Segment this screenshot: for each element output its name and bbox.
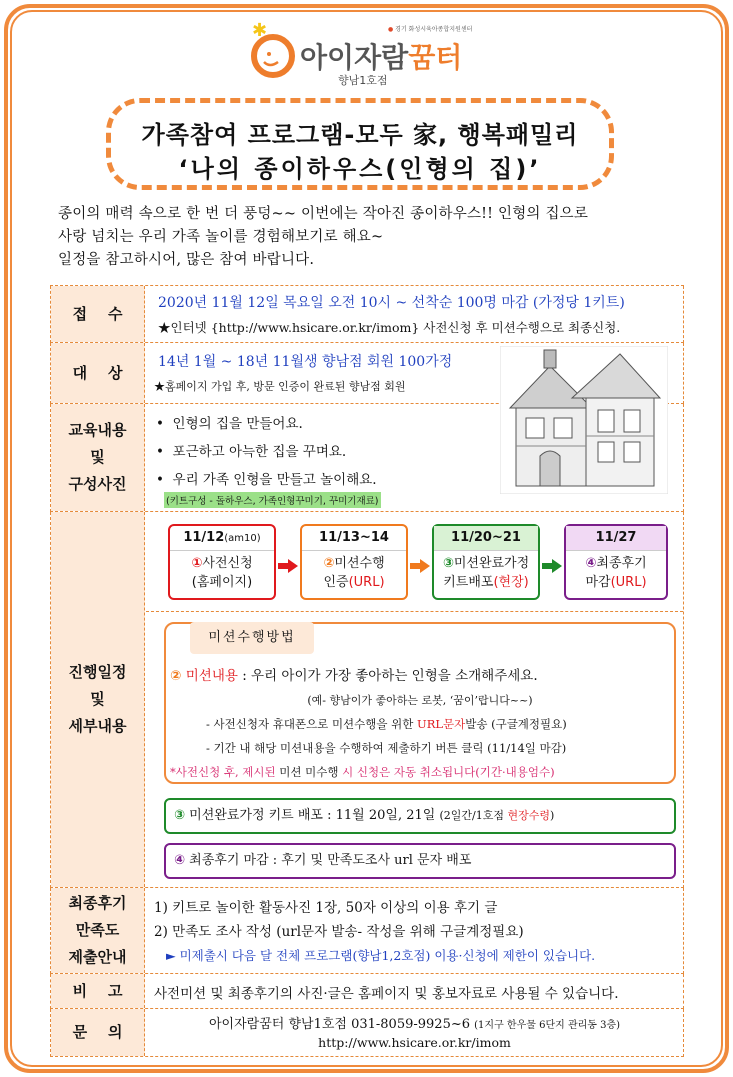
star-icon: ✱ — [252, 20, 268, 41]
head-schedule-3: 세부내용 — [68, 717, 127, 735]
title-line-2: ‘나의 종이하우스(인형의 집)’ — [178, 155, 542, 183]
head-content-1: 교육내용 — [68, 421, 127, 439]
review-line-1: 1) 키트로 놀이한 활동사진 1장, 50자 이상의 이용 후기 글 — [154, 900, 498, 916]
content-bullets — [156, 410, 377, 494]
review-warning: ► 미제출시 다음 달 전체 프로그램(향남1,2호점) 이용·신청에 제한이 있습니다. — [166, 948, 596, 963]
row-note — [50, 974, 684, 1009]
step-4 — [564, 524, 668, 600]
step-1 — [168, 524, 276, 600]
logo — [250, 22, 490, 92]
row-head-review — [51, 888, 145, 973]
mission-step-2: - 기간 내 해당 미션내용을 수행하여 제출하기 버튼 클릭 (11/14일 마감) — [206, 741, 567, 755]
bullet-item: • 우리 가족 인형을 만들고 놀이해요. — [156, 472, 377, 488]
logo-org-text: ● 경기 화성시육아종합지원센터 — [388, 26, 473, 33]
child-face-icon — [250, 32, 296, 78]
head-schedule-1: 진행일정 — [68, 663, 127, 681]
mission-content: ② 미션내용 : 우리 아이가 가장 좋아하는 인형을 소개해주세요. — [170, 668, 538, 684]
row-head-schedule — [51, 512, 145, 887]
row-reception — [50, 286, 684, 343]
row-head-content — [51, 404, 145, 511]
step-2-date: 11/13~14 — [302, 526, 406, 551]
final-review-box: ④ 최종후기 마감 : 후기 및 만족도조사 url 문자 배포 — [164, 843, 676, 879]
reception-method: ★인터넷 {http://www.hsicare.or.kr/imom} 사전신청 후 미션수행으로 최종신청. — [158, 320, 621, 335]
dollhouse-illustration — [500, 346, 668, 494]
row-head-reception: 접 수 — [51, 286, 145, 342]
step-2 — [300, 524, 408, 600]
logo-name: 아이자람꿈터 — [300, 41, 463, 74]
mission-tag: 미션수행방법 — [190, 622, 314, 654]
target-line-1: 14년 1월 ~ 18년 11월생 향남점 회원 100가정 — [158, 354, 453, 370]
kit-note: (키트구성 - 돌하우스, 가족인형꾸미기, 꾸미기재료) — [164, 492, 381, 508]
head-content-3: 구성사진 — [68, 475, 127, 493]
row-body-review — [146, 888, 683, 973]
arrow-2-shaft — [410, 563, 420, 569]
intro-line-1: 종이의 매력 속으로 한 번 더 풍덩~~ 이번에는 작아진 종이하우스!! 인형의 집으로 — [58, 206, 589, 222]
step-1-date: 11/12(am10) — [170, 526, 274, 551]
row-body-note — [146, 974, 683, 1008]
mission-box — [164, 622, 676, 784]
head-schedule-2: 및 — [90, 690, 105, 708]
kit-distribution-box: ③ 미션완료가정 키트 배포 : 11월 20일, 21일 (2일간/1호점 현장수령) — [164, 798, 676, 834]
row-head-contact: 문 의 — [51, 1009, 145, 1056]
title-line-1: 가족참여 프로그램-모두 家, 행복패밀리 — [141, 121, 579, 149]
arrow-3-shaft — [542, 563, 552, 569]
bullet-item: • 포근하고 아늑한 집을 꾸며요. — [156, 444, 347, 460]
mission-step-1: - 사전신청자 휴대폰으로 미션수행을 위한 URL문자발송 (구글계정필요) — [206, 717, 567, 731]
review-line-2: 2) 만족도 조사 작성 (url문자 발송- 작성을 위해 구글계정필요) — [154, 924, 524, 940]
schedule-divider — [146, 611, 683, 612]
info-table — [50, 285, 684, 1057]
step-4-date: 11/27 — [566, 526, 666, 551]
step-4-body: ④최종후기 마감(URL) — [585, 556, 647, 590]
head-review-3: 제출안내 — [68, 948, 127, 966]
contact-url[interactable]: http://www.hsicare.or.kr/imom — [318, 1035, 511, 1050]
head-content-2: 및 — [90, 448, 105, 466]
arrow-right-icon — [420, 559, 430, 573]
head-review-2: 만족도 — [75, 921, 120, 939]
row-body-schedule — [146, 512, 683, 887]
reception-date: 2020년 11월 12일 목요일 오전 10시 ~ 선착순 100명 마감 (가정당 1키트) — [158, 295, 625, 311]
head-review-1: 최종후기 — [68, 894, 127, 912]
row-head-note: 비 고 — [51, 974, 145, 1008]
row-review — [50, 888, 684, 974]
step-3-body: ③미션완료가정 키트배포(현장) — [442, 556, 530, 590]
logo-branch: 향남1호점 — [338, 74, 388, 87]
row-contact — [50, 1009, 684, 1057]
row-head-target: 대 상 — [51, 343, 145, 403]
arrow-right-icon — [552, 559, 562, 573]
contact-line-1: 아이자람꿈터 향남1호점 031-8059-9925~6 (1지구 한우물 6단지 관리동 3층) — [208, 1017, 621, 1032]
step-1-body: ①사전신청 (홈페이지) — [191, 556, 253, 590]
intro-text — [58, 203, 698, 272]
title-box — [106, 98, 614, 190]
mission-warning: *사전신청 후, 제시된 미션 미수행 시 신청은 자동 취소됩니다(기간·내용엄수) — [170, 765, 555, 779]
row-body-reception — [146, 286, 683, 342]
arrow-right-icon — [288, 559, 298, 573]
mission-example: (예- 향남이가 좋아하는 로봇, ‘꿈이’랍니다~~) — [307, 694, 533, 707]
intro-line-2: 사랑 넘치는 우리 가족 놀이를 경험해보기로 해요~ — [58, 229, 384, 245]
step-3 — [432, 524, 540, 600]
target-line-2: ★홈페이지 가입 후, 방문 인증이 완료된 향남점 회원 — [154, 380, 406, 393]
row-schedule — [50, 512, 684, 888]
arrow-1-shaft — [278, 563, 288, 569]
row-body-contact — [146, 1009, 683, 1056]
step-3-date: 11/20~21 — [434, 526, 538, 551]
step-2-body: ②미션수행 인증(URL) — [323, 556, 385, 590]
intro-line-3: 일정을 참고하시어, 많은 참여 바랍니다. — [58, 252, 315, 268]
note-text: 사전미션 및 최종후기의 사진·글은 홈페이지 및 홍보자료로 사용될 수 있습니다. — [154, 986, 619, 1002]
bullet-item: • 인형의 집을 만들어요. — [156, 416, 303, 432]
